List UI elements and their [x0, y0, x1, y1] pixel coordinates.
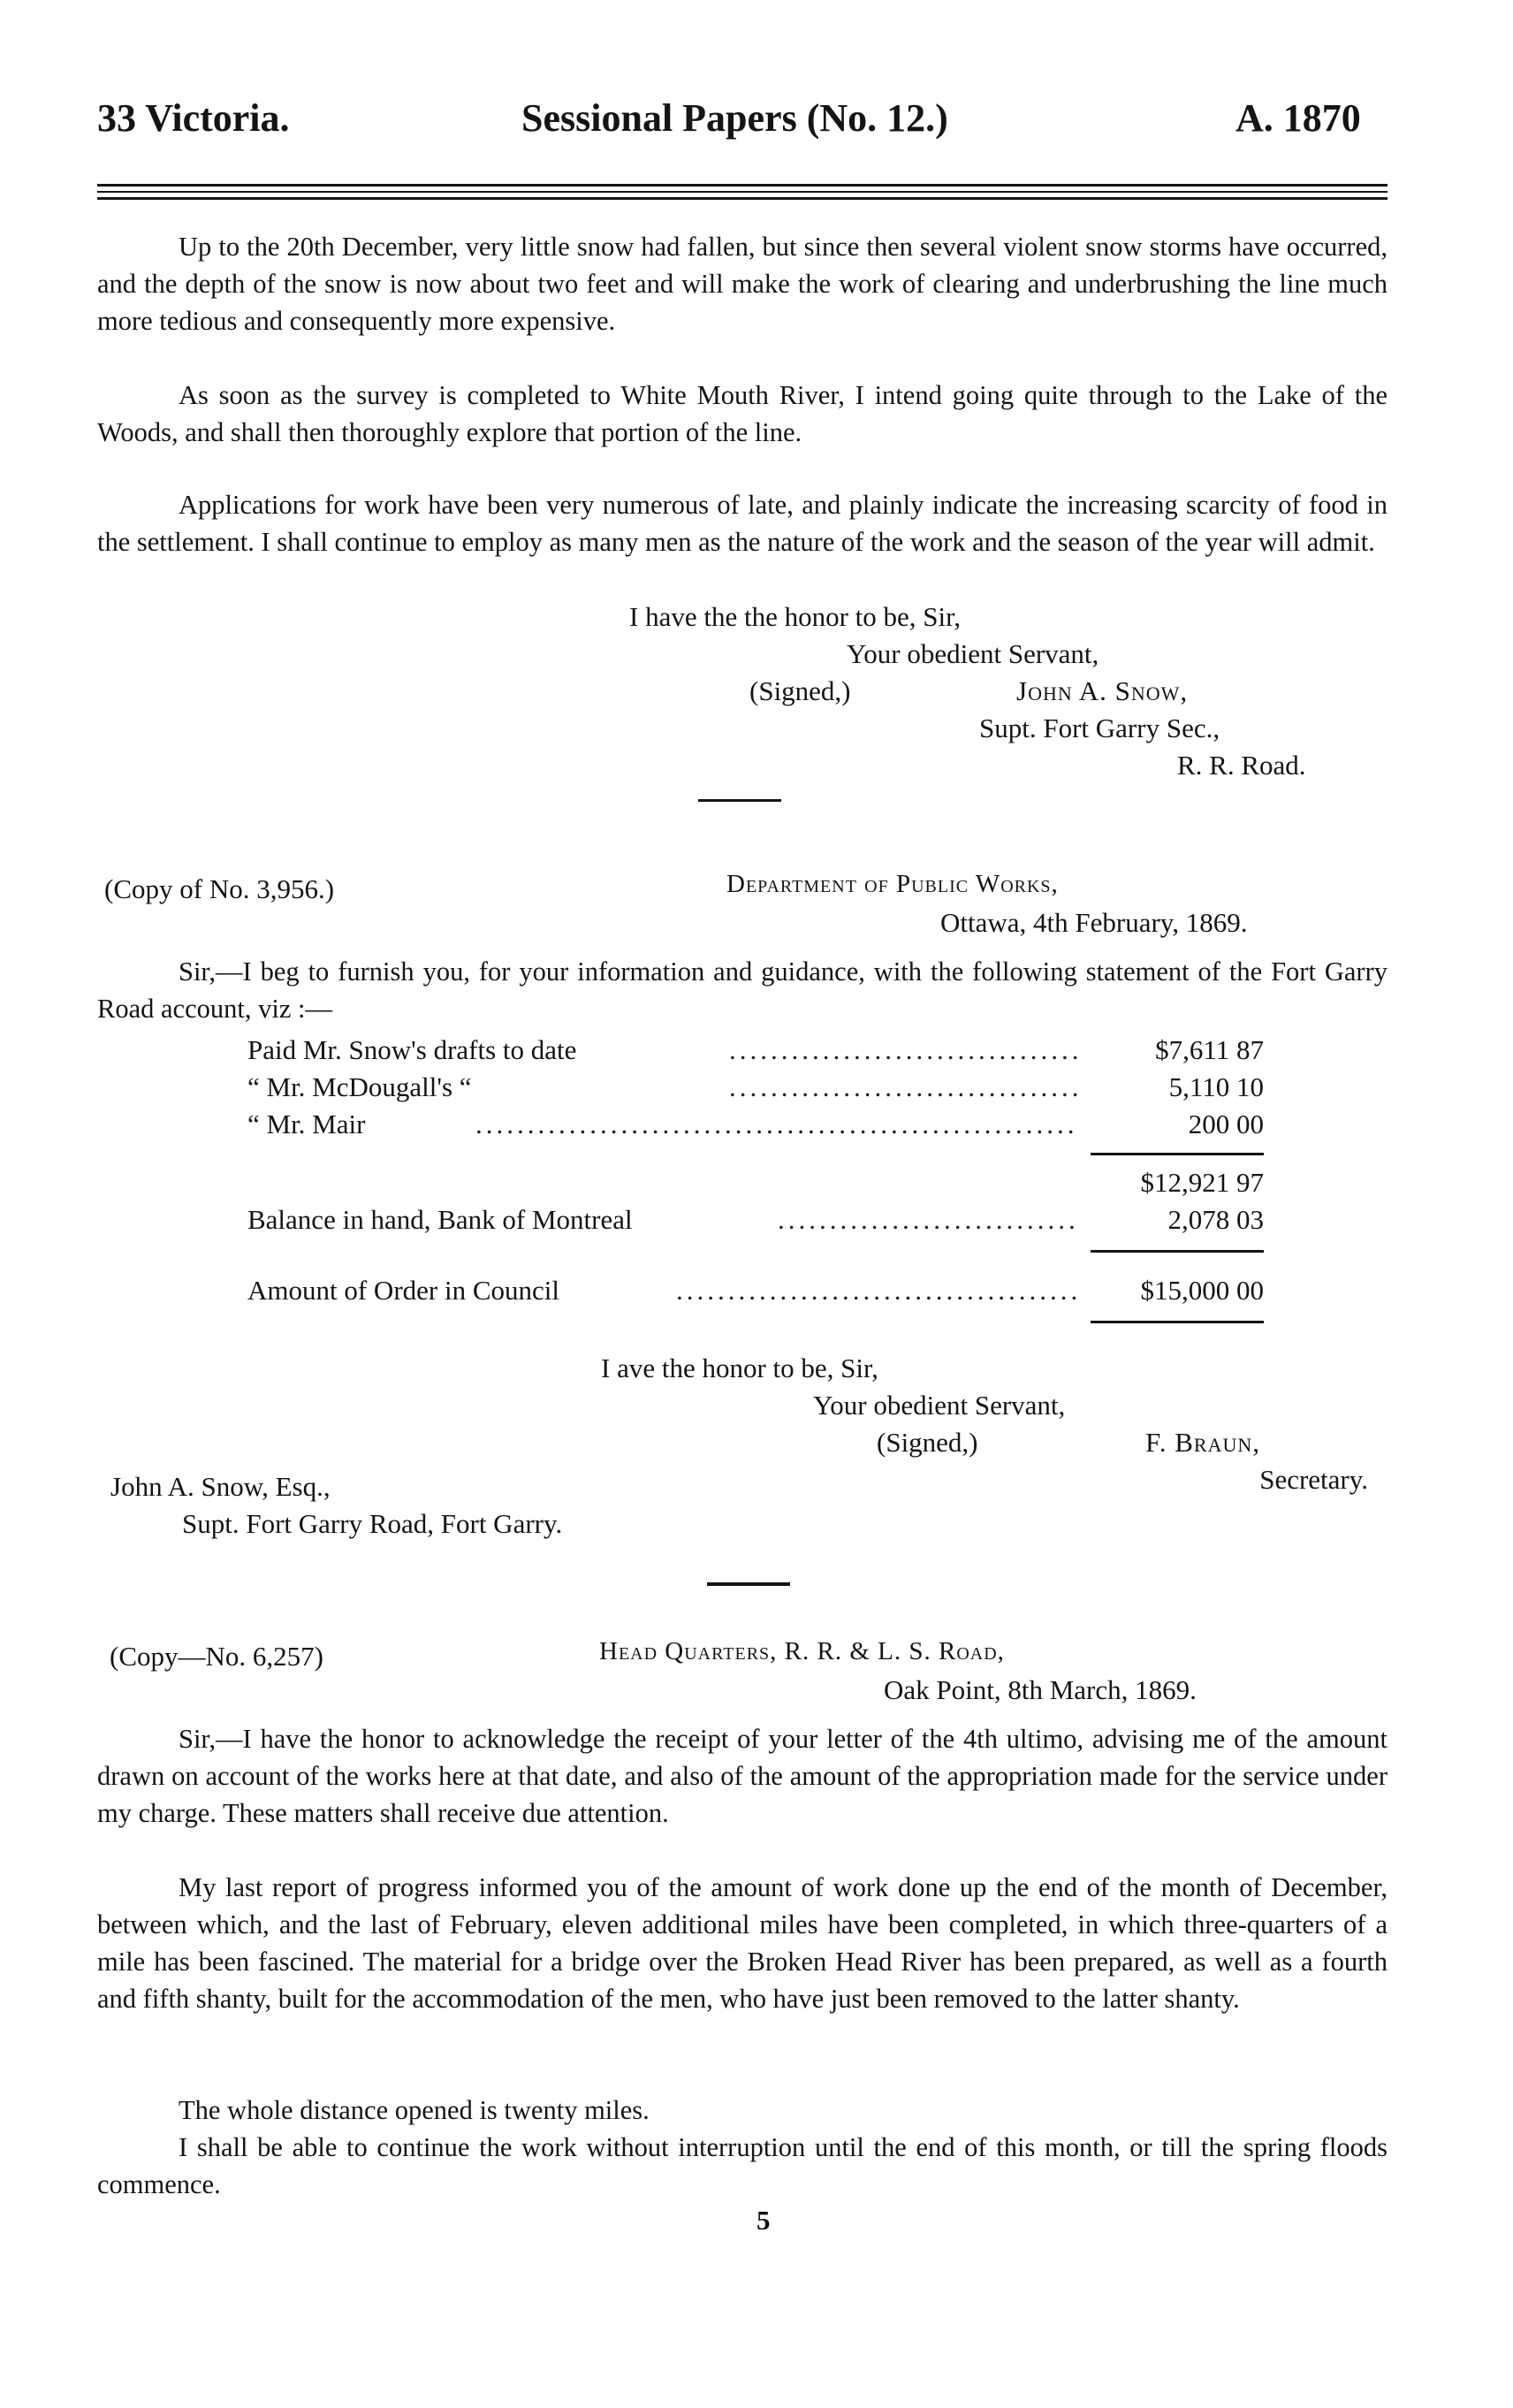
letter1-signer-title-1: Supt. Fort Garry Sec., [979, 712, 1220, 743]
letter3-headquarters: Head Quarters, R. R. & L. S. Road, [599, 1637, 1005, 1665]
letter3-paragraph-2: My last report of progress informed you of the amount of work done up the end of the month of December, between which, and the last of February, eleven additional miles have been completed, in which three-quarters of a mile has been fascined. The material for a bridge over the Broken Head River has been prepared, as well as a fourth and fifth shanty, built for the accommodation of the men, who have just been removed to the latter shanty. [97, 1872, 1388, 2014]
letter2-copy-ref: (Copy of No. 3,956.) [104, 873, 335, 904]
letter2-signer: F. Braun, [1145, 1427, 1261, 1458]
header-session: 33 Victoria. [97, 96, 290, 140]
letter1-paragraph-3: Applications for work have been very numerous of late, and plainly indicate the increasing scarcity of food in the settlement. I shall continue to employ as many men as the nature of the work and the season of the year will admit. [97, 490, 1388, 557]
header-title: Sessional Papers (No. 12.) [521, 96, 948, 140]
account-row-label: “ Mr. McDougall's “ [247, 1071, 472, 1102]
section-divider-1 [698, 799, 781, 802]
header-year: A. 1870 [1235, 96, 1361, 140]
letter2-addressee: John A. Snow, Esq., [110, 1471, 331, 1502]
letter1-closing-2: Your obedient Servant, [847, 638, 1099, 669]
leader-dots: .................................. [729, 1071, 1083, 1102]
account-row-amount: $7,611 87 [1155, 1034, 1264, 1065]
letter2-closing: I ave the honor to be, Sir, [601, 1353, 878, 1383]
account-row [247, 1034, 1264, 1070]
total-rule [1091, 1250, 1264, 1253]
leader-dots: .................................. [729, 1034, 1083, 1065]
letter2-signer-title: Secretary. [1259, 1464, 1368, 1495]
account-subtotal-row [247, 1167, 1264, 1202]
letter2-place-date: Ottawa, 4th February, 1869. [940, 907, 1248, 938]
letter1-paragraph-2: As soon as the survey is completed to White Mouth River, I intend going quite through to the Lake of the Woods, and shall then thoroughly explore that portion of the line. [97, 380, 1388, 447]
header-rule-middle [97, 191, 1388, 193]
account-row-label: “ Mr. Mair [247, 1109, 366, 1139]
letter2-closing-2: Your obedient Servant, [813, 1390, 1066, 1421]
letter3-place-date: Oak Point, 8th March, 1869. [884, 1674, 1197, 1705]
account-balance-row [247, 1204, 1264, 1239]
account-subtotal-amount: $12,921 97 [1140, 1167, 1264, 1198]
letter3-paragraph-3: The whole distance opened is twenty miles. [179, 2095, 650, 2125]
letter3-copy-ref: (Copy—No. 6,257) [110, 1641, 323, 1672]
leader-dots: .......................................................... [475, 1109, 1078, 1139]
section-divider-2 [707, 1582, 790, 1586]
subtotal-rule [1091, 1153, 1264, 1155]
page-number: 5 [756, 2205, 771, 2236]
letter3-paragraph-4: I shall be able to continue the work without interruption until the end of this month, or till the spring floods commence. [97, 2132, 1388, 2199]
account-total-amount: $15,000 00 [1140, 1275, 1264, 1306]
account-balance-label: Balance in hand, Bank of Montreal [247, 1204, 633, 1235]
total-underline [1091, 1321, 1264, 1323]
letter1-signer-title-2: R. R. Road. [1177, 750, 1306, 781]
account-row [247, 1071, 1264, 1107]
letter2-body: Sir,—I beg to furnish you, for your information and guidance, with the following statement of the Fort Garry Road account, viz :— [97, 956, 1388, 1024]
account-row [247, 1109, 1264, 1144]
letter3-paragraph-1: Sir,—I have the honor to acknowledge the receipt of your letter of the 4th ultimo, advising me of the amount drawn on account of the works here at that date, and also of the amount of the appropriation made for the service under my charge. These matters shall receive due attention. [97, 1724, 1388, 1828]
account-row-amount: 5,110 10 [1168, 1071, 1264, 1102]
letter1-signer: John A. Snow, [1016, 675, 1189, 706]
header-rule-top [97, 184, 1388, 187]
account-balance-amount: 2,078 03 [1167, 1204, 1264, 1235]
letter2-department: Department of Public Works, [726, 870, 1059, 898]
letter1-closing: I have the the honor to be, Sir, [629, 601, 961, 632]
letter2-signed: (Signed,) [877, 1427, 978, 1458]
letter1-paragraph-1: Up to the 20th December, very little snow had fallen, but since then several violent snow storms have occurred, and the depth of the snow is now about two feet and will make the work of clearing and underbrushing the line much more tedious and consequently more expensive. [97, 232, 1388, 336]
letter2-addressee-2: Supt. Fort Garry Road, Fort Garry. [182, 1508, 563, 1539]
account-row-amount: 200 00 [1188, 1109, 1264, 1139]
leader-dots: ....................................... [676, 1275, 1082, 1306]
account-total-label: Amount of Order in Council [247, 1275, 560, 1306]
leader-dots: ............................. [778, 1204, 1079, 1235]
account-row-label: Paid Mr. Snow's drafts to date [247, 1034, 577, 1065]
letter1-signed: (Signed,) [749, 675, 851, 706]
header-rule-bottom [97, 197, 1388, 200]
account-total-row [247, 1275, 1264, 1310]
